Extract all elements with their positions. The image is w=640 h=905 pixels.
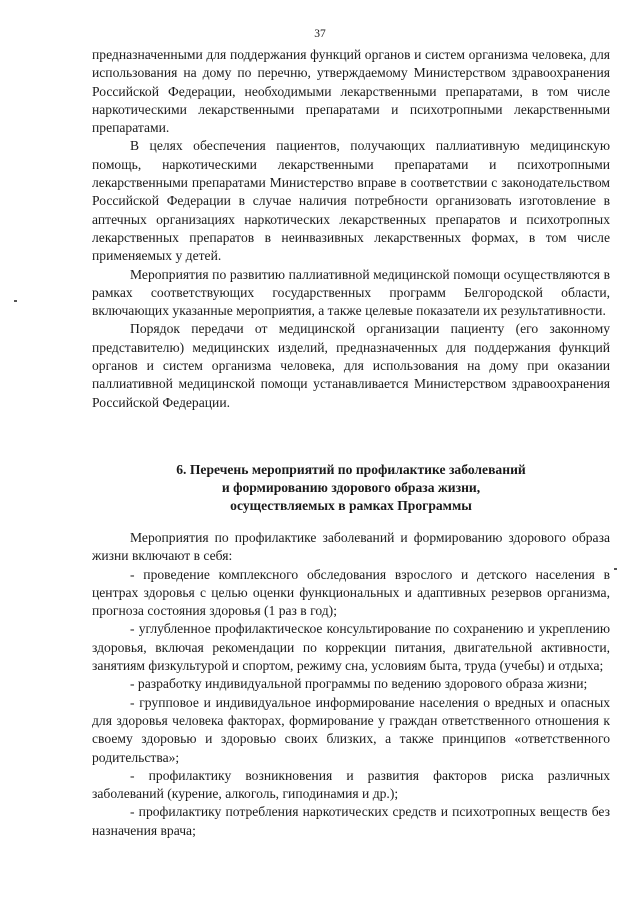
paragraph-palliative-programs: Мероприятия по развитию паллиативной медицинской помощи осуществляются в рамках соответствующих государственных программ Белгородской области, включающих указанные мероприятия, а также целевые показатели их результативности. [92, 266, 610, 319]
intro-paragraph: предназначенными для поддержания функций органов и систем организма человека, для использования на дому по перечню, утверждаемому Министерством здравоохранения Российской Федерации, необходимыми лекарственными препаратами, в том числе наркотическими лекарственными препаратами и психотропными лекарственными препаратами. [92, 47, 610, 136]
paragraph-medical-devices: Порядок передачи от медицинской организации пациенту (его законному представителю) медицинских изделий, предназначенных для поддержания функций органов и систем организма человека, для использования на дому при оказании паллиативной медицинской помощи устанавливается Министерством здравоохранения Российской Федерации. [92, 321, 610, 410]
scan-speck [14, 300, 17, 302]
list-item: - проведение комплексного обследования взрослого и детского населения в центрах здоровья с целью оценки функциональных и адаптивных резервов организма, прогноза состояния здоровья (1 раз в год); [92, 566, 610, 619]
list-item: - профилактику возникновения и развития факторов риска различных заболеваний (курение, алкоголь, гиподинамия и др.); [92, 767, 610, 802]
page-number: 37 [314, 28, 326, 40]
section-heading-line-1: 6. Перечень мероприятий по профилактике заболеваний [176, 462, 526, 477]
paragraph-group-top [92, 46, 610, 412]
section-heading-line-3: осуществляемых в рамках Программы [230, 498, 472, 513]
list-item: - профилактику потребления наркотических средств и психотропных веществ без назначения врача; [92, 804, 610, 838]
section-heading-line-2: и формированию здорового образа жизни, [221, 480, 481, 495]
list-item: - разработку индивидуальной программы по ведению здорового образа жизни; [130, 676, 588, 692]
paragraph-palliative-drugs: В целях обеспечения пациентов, получающих паллиативную медицинскую помощь, наркотическими лекарственными препаратами и психотропными лекарственными препаратами Министерство вправе в соответствии с законодательством Российской Федерации в случае наличия потребности организовать изготовление в аптечных организациях наркотических лекарственных препаратов и психотропных лекарственных препаратов в неинвазивных лекарственных формах, в том числе применяемых у детей. [92, 138, 610, 264]
prevention-list-block [92, 529, 610, 840]
scan-speck [614, 568, 617, 570]
list-item: - углубленное профилактическое консультирование по сохранению и укреплению здоровья, включая рекомендации по коррекции питания, двигательной активности, занятиям физкультурой и спортом, режиму сна, условиям быта, труда (учебы) и отдыха; [92, 621, 610, 674]
list-item: - групповое и индивидуальное информирование населения о вредных и опасных для здоровья человека факторах, формирование у граждан ответственного отношения к своему здоровью и здоровью своих близких, а также принципов «ответственного родительства»; [92, 694, 610, 765]
section-intro: Мероприятия по профилактике заболеваний и формированию здорового образа жизни включают в себя: [92, 530, 610, 564]
section-heading [92, 461, 610, 515]
